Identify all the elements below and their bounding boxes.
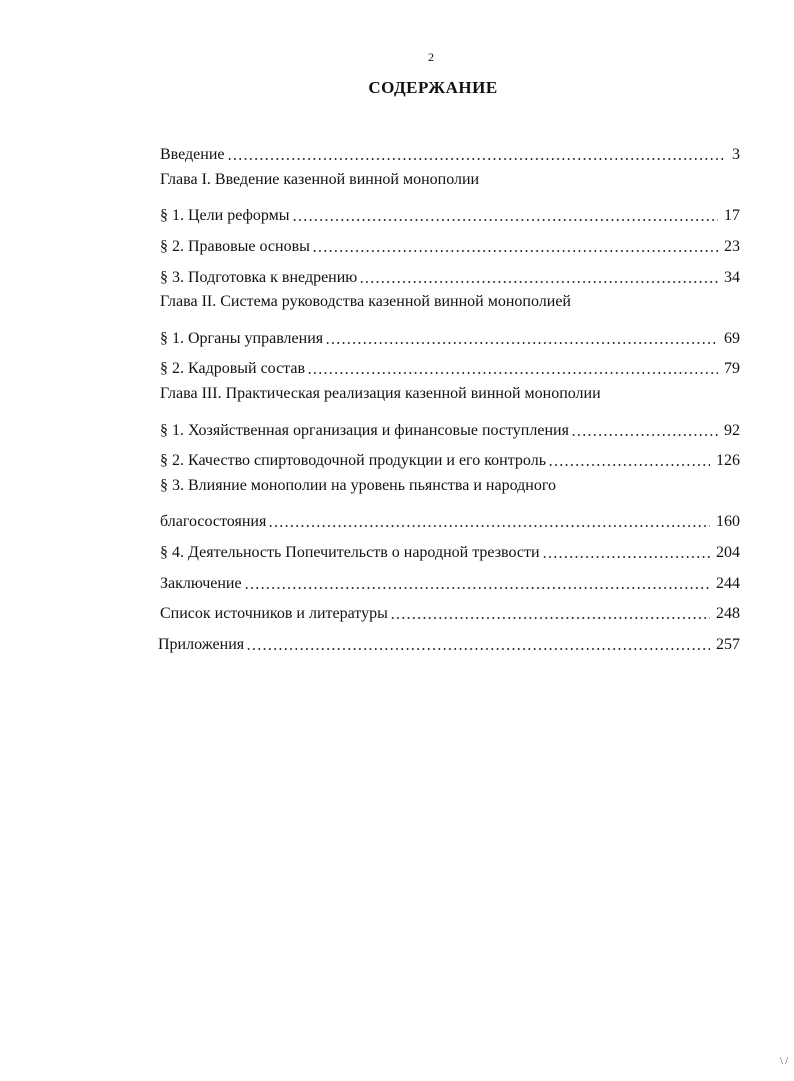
dot-leader bbox=[390, 606, 710, 620]
dot-leader bbox=[227, 147, 727, 161]
dot-leader bbox=[571, 423, 718, 437]
dot-leader bbox=[292, 208, 719, 222]
toc-chapter-3-heading bbox=[160, 385, 740, 416]
dot-leader bbox=[359, 270, 718, 284]
dot-leader bbox=[548, 453, 710, 467]
toc-entry-sources bbox=[160, 599, 740, 630]
toc-entry-label: § 1. Органы управления bbox=[160, 329, 324, 347]
dot-leader bbox=[268, 514, 710, 528]
toc-entry-label: Глава III. Практическая реализация казенной винной монополии bbox=[160, 384, 601, 402]
toc-entry-page: 79 bbox=[724, 360, 740, 378]
dot-leader bbox=[244, 576, 710, 590]
table-of-contents bbox=[160, 140, 740, 660]
toc-entry-3-1 bbox=[160, 415, 740, 446]
dot-leader bbox=[542, 545, 710, 559]
toc-entry-page: 3 bbox=[732, 146, 740, 164]
toc-entry-page: 92 bbox=[724, 421, 740, 439]
toc-entry-label: Глава II. Система руководства казенной винной монополией bbox=[160, 292, 571, 310]
toc-entry-page: 23 bbox=[724, 238, 740, 256]
dot-leader bbox=[312, 239, 718, 253]
toc-entry-label: Глава I. Введение казенной винной монополии bbox=[160, 170, 480, 188]
toc-entry-2-1 bbox=[160, 324, 740, 355]
toc-entry-page: 257 bbox=[716, 635, 740, 653]
toc-entry-1-2 bbox=[160, 232, 740, 263]
toc-entry-appendices bbox=[158, 630, 740, 661]
toc-entry-label: § 2. Правовые основы bbox=[160, 238, 310, 256]
dot-leader bbox=[246, 637, 710, 651]
toc-entry-page: 126 bbox=[716, 452, 740, 470]
dot-leader bbox=[325, 331, 718, 345]
toc-entry-3-3-first-line bbox=[160, 477, 740, 508]
toc-entry-3-3-continuation bbox=[160, 507, 740, 538]
toc-entry-label: § 1. Цели реформы bbox=[160, 207, 290, 225]
toc-entry-1-1 bbox=[160, 201, 740, 232]
toc-title: СОДЕРЖАНИЕ bbox=[368, 78, 498, 97]
toc-entry-label: Заключение bbox=[160, 574, 242, 592]
toc-entry-label: § 1. Хозяйственная организация и финансовые поступления bbox=[160, 421, 569, 439]
toc-entry-label: § 3. Влияние монополии на уровень пьянства и народного bbox=[160, 476, 556, 494]
toc-entry-label: § 4. Деятельность Попечительств о народной трезвости bbox=[160, 544, 540, 562]
toc-entry-page: 69 bbox=[724, 329, 740, 347]
toc-entry-page: 17 bbox=[724, 207, 740, 225]
toc-entry-1-3 bbox=[160, 262, 740, 293]
toc-entry-page: 160 bbox=[716, 513, 740, 531]
toc-entry-3-4 bbox=[160, 538, 740, 569]
toc-entry-introduction bbox=[160, 140, 740, 171]
toc-entry-label: Введение bbox=[160, 146, 225, 164]
toc-entry-label: благосостояния bbox=[160, 513, 267, 531]
toc-entry-page: 34 bbox=[724, 268, 740, 286]
toc-entry-label: § 3. Подготовка к внедрению bbox=[160, 268, 358, 286]
toc-entry-label: Приложения bbox=[158, 635, 245, 653]
toc-entry-2-2 bbox=[160, 354, 740, 385]
toc-entry-conclusion bbox=[160, 568, 740, 599]
toc-entry-label: § 2. Качество спиртоводочной продукции и его контроль bbox=[160, 452, 546, 470]
page-number: 2 bbox=[428, 50, 434, 64]
dot-leader bbox=[307, 361, 718, 375]
scan-corner-mark: \ / bbox=[779, 1056, 788, 1067]
toc-entry-page: 204 bbox=[716, 544, 740, 562]
toc-entry-page: 248 bbox=[716, 605, 740, 623]
toc-entry-page: 244 bbox=[716, 574, 740, 592]
toc-chapter-2-heading bbox=[160, 293, 740, 324]
toc-entry-label: Список источников и литературы bbox=[160, 605, 388, 623]
toc-entry-label: § 2. Кадровый состав bbox=[160, 360, 306, 378]
toc-chapter-1-heading bbox=[160, 171, 740, 202]
toc-entry-3-2 bbox=[160, 446, 740, 477]
